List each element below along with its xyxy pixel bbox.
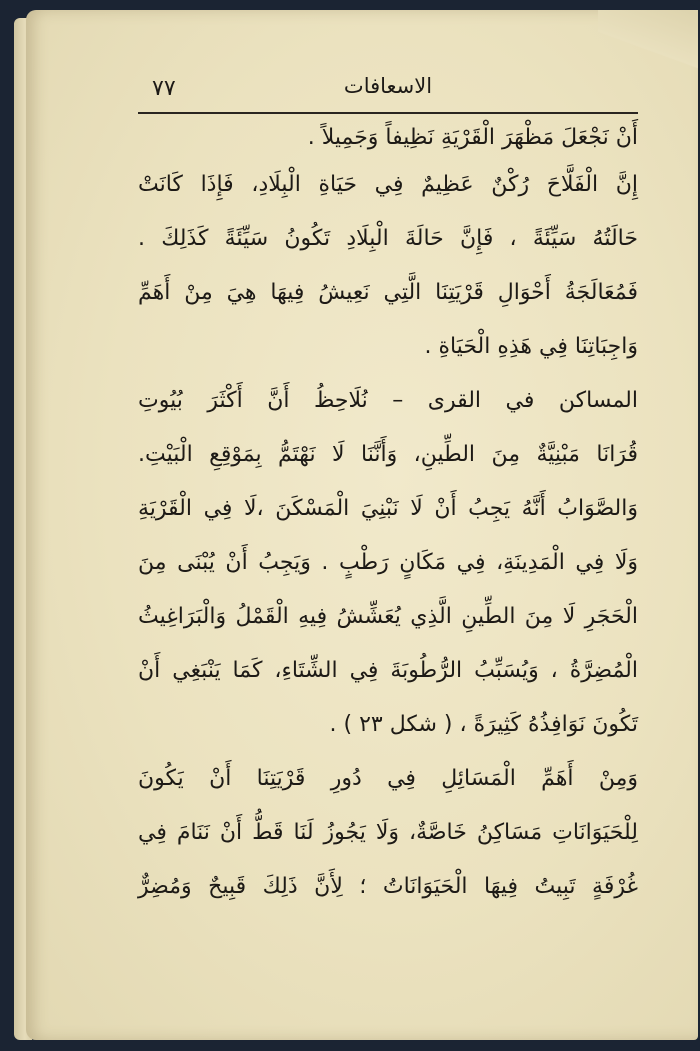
folded-corner: [598, 10, 698, 70]
text-line: تَكُونَ نَوَافِذُهُ كَثِيرَةً ، ( شكل ٢٣ ) .: [329, 712, 638, 737]
text-line: فَمُعَالَجَةُ أَحْوَالِ قَرْيَتِنَا الَّتِي نَعِيشُ فِيهَا هِيَ مِنْ أَهَمِّ: [138, 280, 638, 305]
text-line: إِنَّ الْفَلَّاحَ رُكْنٌ عَظِيمٌ فِي حَيَاةِ الْبِلَادِ، فَإِذَا كَانَتْ: [138, 172, 638, 197]
header-rule: [138, 112, 638, 114]
text-line: الْحَجَرِ لَا مِنَ الطِّينِ الَّذِي يُعَشِّشُ فِيهِ الْقَمْلُ وَالْبَرَاغِيثُ: [138, 604, 638, 629]
section-heading-line: المساكن في القرى – نُلَاحِظُ أَنَّ أَكْثَرَ بُيُوتِ: [138, 388, 638, 413]
text-line: قُرَانَا مَبْنِيَّةٌ مِنَ الطِّينِ، وَأَنَّنَا لَا نَهْتَمُّ بِمَوْقِعِ الْبَيْتِ.: [138, 442, 638, 467]
text-line: أَنْ نَجْعَلَ مَظْهَرَ الْقَرْيَةِ نَظِيفاً وَجَمِيلاً .: [307, 125, 638, 150]
body-text: [138, 118, 638, 914]
page-number: ٧٧: [152, 76, 176, 101]
text-line: وَالصَّوَابُ أَنَّهُ يَجِبُ أَنْ لَا نَبْنِيَ الْمَسْكَنَ ،لَا فِي الْقَرْيَةِ: [138, 496, 638, 521]
running-head: الاسعافات: [343, 74, 433, 98]
text-line: وَاجِبَاتِنَا فِي هَذِهِ الْحَيَاةِ .: [424, 334, 638, 359]
page-header: [138, 74, 638, 112]
text-line: لِلْحَيَوَانَاتِ مَسَاكِنُ خَاصَّةٌ، وَلَا يَجُوزُ لَنَا قَطُّ أَنْ نَنَامَ فِي: [138, 820, 638, 845]
text-line: وَمِنْ أَهَمِّ الْمَسَائِلِ فِي دُورِ قَرْيَتِنَا أَنْ يَكُونَ: [138, 766, 638, 791]
text-line: غُرْفَةٍ تَبِيتُ فِيهَا الْحَيَوَانَاتُ ؛ لِأَنَّ ذَلِكَ قَبِيحٌ وَمُضِرٌّ: [138, 874, 638, 899]
text-line: حَالَتُهُ سَيِّئَةً ، فَإِنَّ حَالَةَ الْبِلَادِ تَكُونُ سَيِّئَةً كَذَلِكَ .: [138, 226, 638, 251]
text-line: وَلَا فِي الْمَدِينَةِ، فِي مَكَانٍ رَطْبٍ . وَيَجِبُ أَنْ يُبْنَى مِنَ: [138, 550, 638, 575]
text-line: الْمُضِرَّةُ ، وَيُسَبِّبُ الرُّطُوبَةَ فِي الشِّتَاءِ، كَمَا يَنْبَغِي أَنْ: [138, 658, 638, 683]
